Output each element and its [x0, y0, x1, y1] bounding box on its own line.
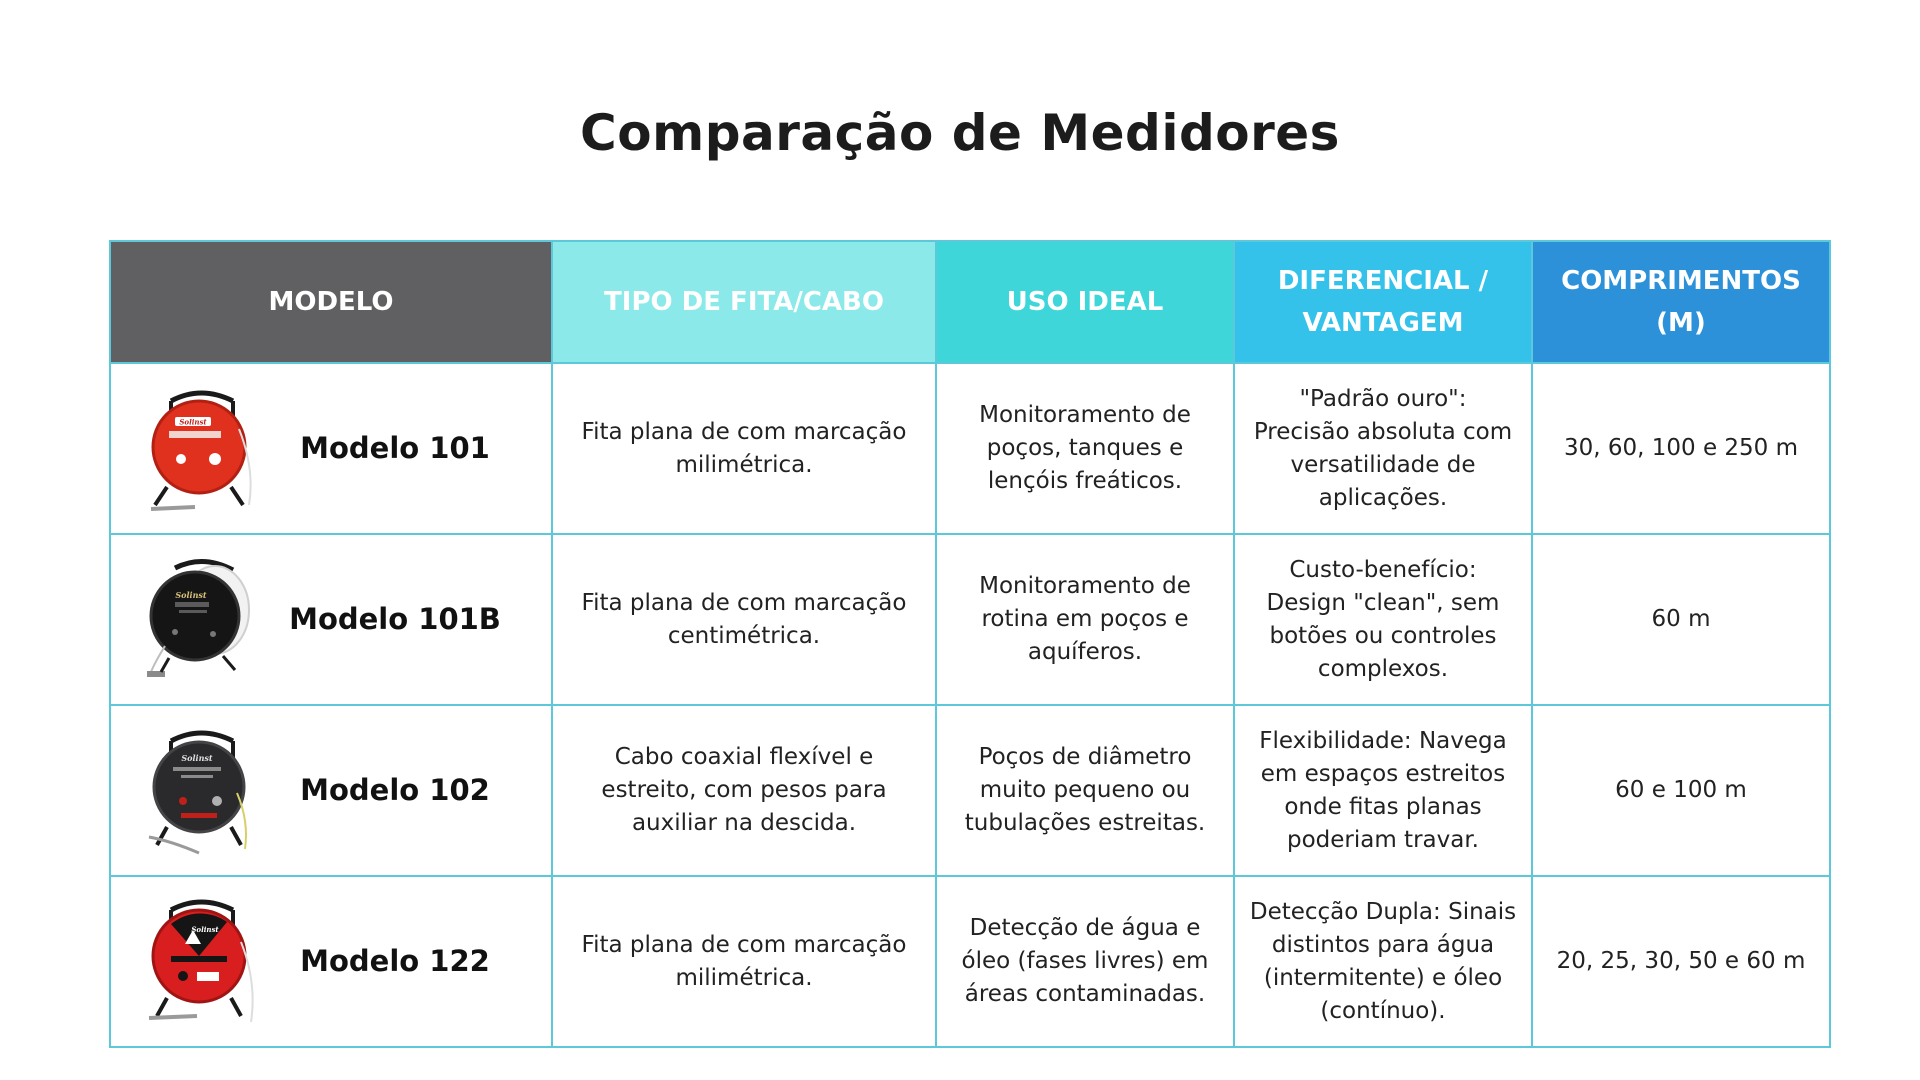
differential-cell: Custo-benefício: Design "clean", sem botões ou controles complexos.	[1234, 534, 1532, 705]
header-ideal-use	[936, 241, 1234, 363]
model-name: Modelo 101	[300, 431, 490, 465]
header-length-label-line1: COMPRIMENTOS	[1561, 266, 1801, 296]
lengths-cell: 60 e 100 m	[1532, 705, 1830, 876]
model-cell	[110, 876, 552, 1047]
comparison-table	[109, 240, 1831, 1048]
model-name: Modelo 101B	[289, 602, 501, 636]
header-model	[110, 241, 552, 363]
ideal-use-cell: Monitoramento de poços, tanques e lençóis freáticos.	[936, 363, 1234, 534]
model-cell	[110, 705, 552, 876]
table-header-row	[110, 241, 1830, 363]
tape-type-cell: Cabo coaxial flexível e estreito, com pesos para auxiliar na descida.	[552, 705, 936, 876]
header-use-label: USO IDEAL	[1006, 287, 1164, 317]
ideal-use-cell: Monitoramento de rotina em poços e aquíferos.	[936, 534, 1234, 705]
table-row	[110, 705, 1830, 876]
header-lengths	[1532, 241, 1830, 363]
ideal-use-cell: Poços de diâmetro muito pequeno ou tubulações estreitas.	[936, 705, 1234, 876]
tape-type-cell: Fita plana de com marcação milimétrica.	[552, 876, 936, 1047]
tape-type-cell: Fita plana de com marcação centimétrica.	[552, 534, 936, 705]
table-row	[110, 534, 1830, 705]
model-cell	[110, 363, 552, 534]
black-reel-image	[141, 550, 259, 690]
lengths-cell: 60 m	[1532, 534, 1830, 705]
ideal-use-cell: Detecção de água e óleo (fases livres) em áreas contaminadas.	[936, 876, 1234, 1047]
model-cell	[110, 534, 552, 705]
reel-logo-text: Solinst	[191, 924, 219, 934]
red-reel-image	[141, 379, 259, 519]
page-title: Comparação de Medidores	[580, 104, 1340, 162]
tape-type-cell: Fita plana de com marcação milimétrica.	[552, 363, 936, 534]
header-tape-label: TIPO DE FITA/CABO	[604, 287, 884, 317]
reel-logo-text: Solinst	[181, 752, 213, 763]
model-name: Modelo 122	[300, 944, 490, 978]
dark-reel-image	[141, 721, 259, 861]
header-model-label: MODELO	[268, 287, 394, 317]
differential-cell: Detecção Dupla: Sinais distintos para água (intermitente) e óleo (contínuo).	[1234, 876, 1532, 1047]
lengths-cell: 20, 25, 30, 50 e 60 m	[1532, 876, 1830, 1047]
reel-logo-text: Solinst	[175, 589, 207, 600]
model-name: Modelo 102	[300, 773, 490, 807]
header-diff-label-line1: DIFERENCIAL /	[1277, 266, 1489, 296]
header-length-label-line2: (M)	[1656, 308, 1706, 338]
differential-cell: "Padrão ouro": Precisão absoluta com versatilidade de aplicações.	[1234, 363, 1532, 534]
header-tape-type	[552, 241, 936, 363]
header-diff-label-line2: VANTAGEM	[1302, 308, 1464, 338]
red-black-reel-image	[141, 892, 259, 1032]
reel-logo-text: Solinst	[179, 417, 207, 426]
differential-cell: Flexibilidade: Navega em espaços estreitos onde fitas planas poderiam travar.	[1234, 705, 1532, 876]
table-row	[110, 363, 1830, 534]
lengths-cell: 30, 60, 100 e 250 m	[1532, 363, 1830, 534]
header-differential	[1234, 241, 1532, 363]
table-row	[110, 876, 1830, 1047]
